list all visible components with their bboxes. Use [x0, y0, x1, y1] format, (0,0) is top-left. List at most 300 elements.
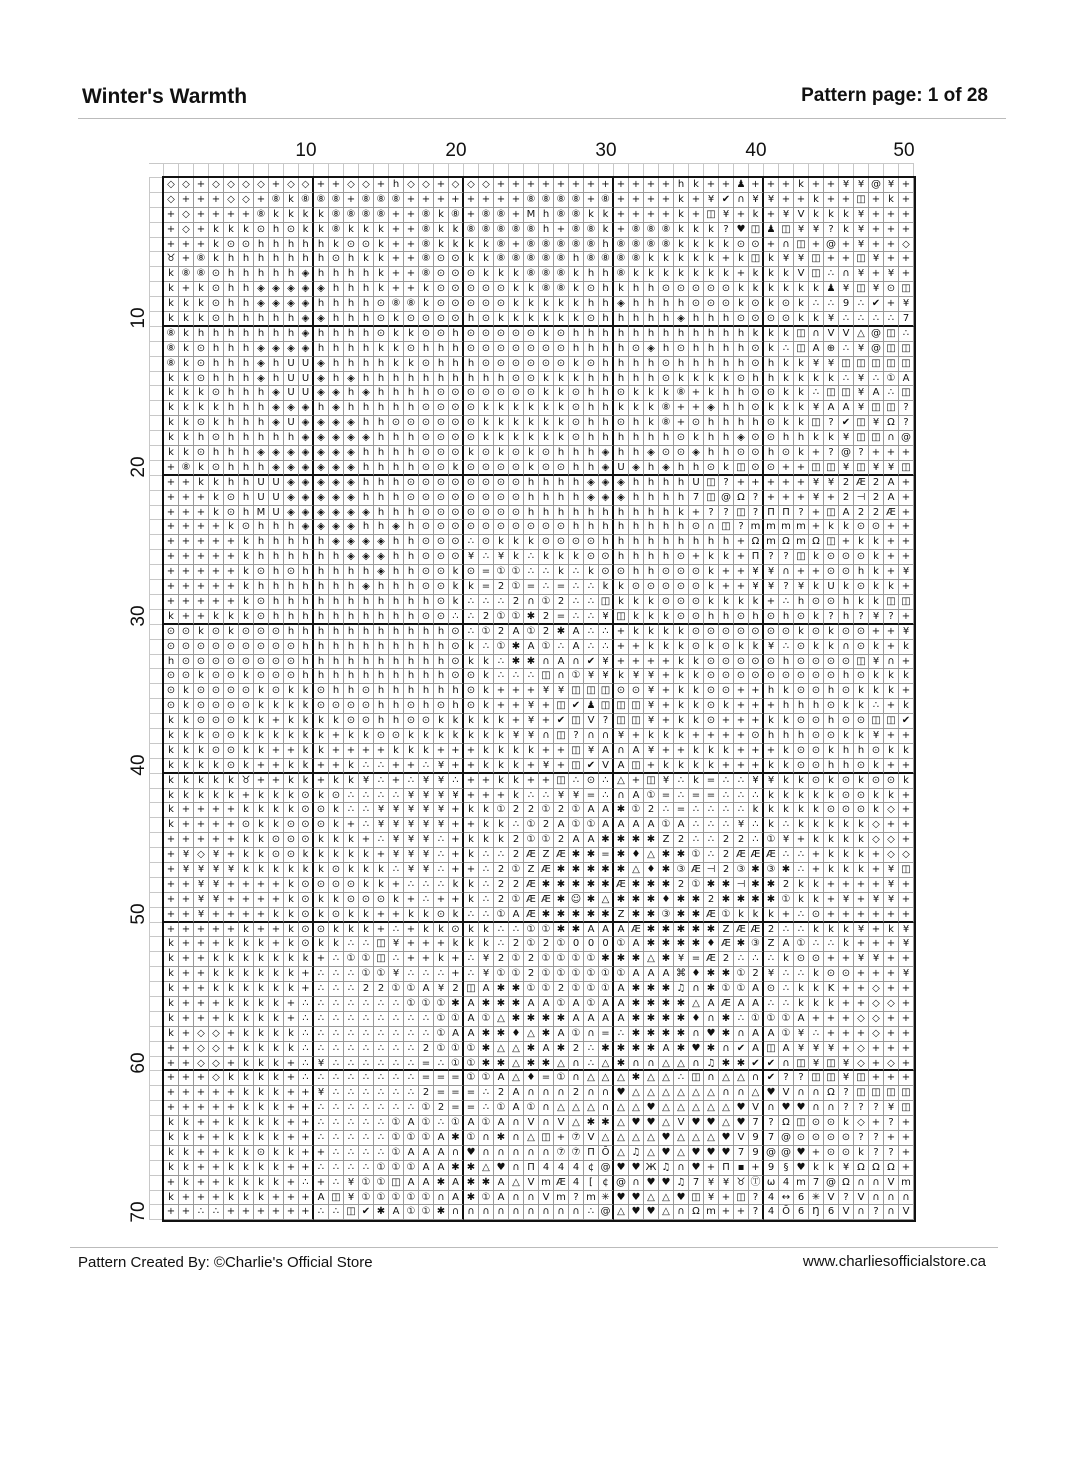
stitch-cell: +: [719, 565, 734, 580]
stitch-cell: V: [884, 1176, 899, 1191]
stitch-cell: ?: [704, 506, 719, 521]
stitch-cell: Z: [539, 848, 554, 863]
stitch-cell: h: [704, 610, 719, 625]
stitch-cell: A: [569, 1012, 584, 1027]
stitch-cell: ①: [584, 997, 599, 1012]
stitch-cell: ⊙: [464, 476, 479, 491]
stitch-cell: ⑧: [599, 252, 614, 267]
stitch-cell: ∴: [614, 1027, 629, 1042]
stitch-cell: k: [479, 267, 494, 282]
stitch-cell: h: [704, 535, 719, 550]
stitch-cell: ∩: [569, 655, 584, 670]
stitch-cell: A: [404, 1176, 419, 1191]
stitch-cell: 2: [509, 595, 524, 610]
stitch-cell: ☺: [569, 893, 584, 908]
stitch-cell: ⊙: [464, 297, 479, 312]
stitch-cell: +: [194, 520, 209, 535]
stitch-cell: k: [209, 759, 224, 774]
stitch-cell: 2: [554, 803, 569, 818]
stitch-cell: h: [194, 431, 209, 446]
stitch-cell: ¥: [824, 357, 839, 372]
stitch-cell: ⊙: [449, 446, 464, 461]
stitch-cell: ⊙: [749, 357, 764, 372]
stitch-cell: k: [464, 640, 479, 655]
stitch-cell: k: [494, 401, 509, 416]
stitch-cell: +: [269, 714, 284, 729]
stitch-cell: k: [749, 803, 764, 818]
stitch-cell: ✱: [629, 1042, 644, 1057]
stitch-cell: h: [614, 535, 629, 550]
stitch-cell: ♥: [704, 1027, 719, 1042]
stitch-cell: k: [689, 759, 704, 774]
stitch-cell: k: [464, 848, 479, 863]
stitch-cell: ⊙: [704, 625, 719, 640]
stitch-cell: ♥: [794, 1161, 809, 1176]
stitch-cell: h: [374, 372, 389, 387]
stitch-cell: h: [584, 386, 599, 401]
stitch-cell: ⊙: [599, 565, 614, 580]
stitch-cell: k: [794, 416, 809, 431]
stitch-cell: k: [224, 997, 239, 1012]
stitch-cell: ✱: [659, 982, 674, 997]
stitch-cell: △: [704, 1131, 719, 1146]
stitch-cell: k: [179, 431, 194, 446]
stitch-cell: ◫: [629, 759, 644, 774]
stitch-cell: h: [254, 416, 269, 431]
stitch-cell: @: [779, 1131, 794, 1146]
stitch-cell: ①: [539, 923, 554, 938]
stitch-cell: ∴: [359, 1116, 374, 1131]
stitch-cell: ⑧: [419, 267, 434, 282]
stitch-cell: +: [194, 238, 209, 253]
stitch-cell: k: [419, 729, 434, 744]
stitch-cell: h: [299, 655, 314, 670]
stitch-cell: k: [509, 312, 524, 327]
stitch-cell: +: [689, 506, 704, 521]
stitch-cell: Ŋ: [809, 1205, 824, 1220]
stitch-cell: h: [824, 759, 839, 774]
stitch-cell: +: [179, 491, 194, 506]
stitch-cell: h: [269, 372, 284, 387]
stitch-cell: h: [389, 372, 404, 387]
stitch-cell: ①: [359, 952, 374, 967]
stitch-cell: +: [869, 238, 884, 253]
stitch-cell: ⑧: [524, 238, 539, 253]
stitch-cell: ⊙: [824, 1146, 839, 1161]
stitch-cell: h: [554, 476, 569, 491]
stitch-cell: ✱: [629, 1027, 644, 1042]
stitch-cell: +: [449, 952, 464, 967]
stitch-cell: +: [239, 908, 254, 923]
stitch-cell: ⊙: [344, 878, 359, 893]
stitch-cell: +: [389, 238, 404, 253]
stitch-cell: h: [674, 327, 689, 342]
stitch-cell: m: [899, 1176, 914, 1191]
stitch-cell: k: [239, 1146, 254, 1161]
stitch-cell: +: [404, 267, 419, 282]
stitch-cell: ∩: [884, 1191, 899, 1206]
stitch-cell: =: [554, 580, 569, 595]
stitch-cell: k: [629, 595, 644, 610]
stitch-cell: ◈: [299, 506, 314, 521]
stitch-cell: ∴: [824, 937, 839, 952]
stitch-cell: k: [644, 640, 659, 655]
stitch-cell: h: [254, 401, 269, 416]
stitch-cell: h: [779, 431, 794, 446]
stitch-cell: ¥: [374, 803, 389, 818]
stitch-cell: h: [254, 550, 269, 565]
stitch-cell: ?: [884, 1116, 899, 1131]
stitch-cell: ✱: [569, 848, 584, 863]
stitch-cell: ∴: [419, 1012, 434, 1027]
stitch-cell: ∴: [314, 1131, 329, 1146]
stitch-cell: ⊙: [704, 297, 719, 312]
stitch-cell: k: [299, 699, 314, 714]
stitch-cell: k: [464, 446, 479, 461]
stitch-cell: h: [344, 401, 359, 416]
stitch-cell: ⊙: [269, 655, 284, 670]
stitch-cell: ①: [494, 640, 509, 655]
stitch-cell: ◫: [854, 461, 869, 476]
stitch-cell: +: [584, 178, 599, 193]
stitch-cell: ◈: [689, 446, 704, 461]
stitch-cell: +: [884, 952, 899, 967]
stitch-cell: ⊙: [464, 506, 479, 521]
stitch-cell: +: [884, 640, 899, 655]
stitch-cell: ∴: [674, 774, 689, 789]
stitch-cell: ⑧: [494, 223, 509, 238]
stitch-cell: ✱: [614, 893, 629, 908]
stitch-cell: +: [179, 833, 194, 848]
stitch-cell: +: [209, 1146, 224, 1161]
stitch-cell: 0: [569, 937, 584, 952]
stitch-cell: ⊙: [269, 848, 284, 863]
stitch-cell: ①: [524, 1101, 539, 1116]
stitch-cell: +: [494, 684, 509, 699]
stitch-cell: +: [869, 878, 884, 893]
stitch-cell: Æ: [764, 848, 779, 863]
stitch-cell: ¥: [434, 818, 449, 833]
stitch-cell: +: [449, 967, 464, 982]
stitch-cell: k: [839, 223, 854, 238]
stitch-cell: +: [749, 684, 764, 699]
stitch-cell: h: [704, 312, 719, 327]
stitch-cell: +: [899, 729, 914, 744]
stitch-cell: ◫: [599, 699, 614, 714]
stitch-cell: k: [254, 982, 269, 997]
stitch-cell: ¥: [629, 669, 644, 684]
stitch-cell: +: [194, 595, 209, 610]
stitch-cell: ?: [779, 1071, 794, 1086]
stitch-cell: +: [374, 744, 389, 759]
stitch-cell: +: [299, 967, 314, 982]
stitch-cell: k: [524, 535, 539, 550]
stitch-cell: k: [584, 565, 599, 580]
stitch-cell: ?: [899, 401, 914, 416]
stitch-cell: k: [284, 952, 299, 967]
stitch-cell: +: [389, 908, 404, 923]
stitch-cell: ◈: [344, 372, 359, 387]
stitch-cell: m: [764, 535, 779, 550]
stitch-cell: ⊙: [254, 223, 269, 238]
stitch-cell: Ω: [884, 416, 899, 431]
stitch-cell: A: [629, 744, 644, 759]
stitch-cell: ¥: [599, 669, 614, 684]
stitch-cell: k: [269, 1012, 284, 1027]
stitch-cell: +: [209, 937, 224, 952]
stitch-cell: 2: [539, 818, 554, 833]
stitch-cell: k: [479, 669, 494, 684]
stitch-cell: k: [629, 267, 644, 282]
stitch-cell: ①: [389, 1131, 404, 1146]
stitch-cell: ⊙: [764, 625, 779, 640]
stitch-cell: k: [644, 416, 659, 431]
stitch-cell: Ω: [779, 535, 794, 550]
stitch-cell: +: [869, 967, 884, 982]
stitch-cell: A: [419, 1146, 434, 1161]
stitch-cell: h: [254, 461, 269, 476]
stitch-cell: ⊙: [719, 655, 734, 670]
stitch-cell: ①: [584, 967, 599, 982]
stitch-cell: ✱: [584, 878, 599, 893]
stitch-cell: ◫: [464, 982, 479, 997]
stitch-cell: ①: [764, 1012, 779, 1027]
stitch-cell: +: [884, 1027, 899, 1042]
stitch-cell: k: [374, 223, 389, 238]
stitch-cell: ⊙: [449, 625, 464, 640]
stitch-cell: ¥: [884, 1101, 899, 1116]
stitch-cell: ∩: [554, 669, 569, 684]
stitch-cell: +: [464, 759, 479, 774]
stitch-cell: k: [824, 818, 839, 833]
stitch-cell: +: [179, 1205, 194, 1220]
stitch-cell: ∴: [719, 803, 734, 818]
stitch-cell: ?: [854, 1131, 869, 1146]
stitch-cell: 2: [494, 1086, 509, 1101]
stitch-cell: ◈: [734, 431, 749, 446]
stitch-cell: ?: [839, 1101, 854, 1116]
stitch-cell: ∴: [839, 342, 854, 357]
stitch-cell: ♥: [659, 1146, 674, 1161]
stitch-cell: k: [374, 863, 389, 878]
stitch-cell: =: [704, 789, 719, 804]
stitch-cell: h: [314, 625, 329, 640]
stitch-cell: +: [164, 923, 179, 938]
stitch-cell: h: [614, 550, 629, 565]
stitch-cell: ⑧: [194, 267, 209, 282]
stitch-cell: ①: [509, 610, 524, 625]
stitch-cell: +: [809, 520, 824, 535]
stitch-cell: k: [869, 640, 884, 655]
stitch-cell: ⊙: [449, 297, 464, 312]
stitch-cell: +: [359, 833, 374, 848]
stitch-cell: +: [479, 774, 494, 789]
stitch-cell: h: [389, 386, 404, 401]
stitch-cell: ∩: [509, 1116, 524, 1131]
stitch-cell: =: [479, 580, 494, 595]
stitch-cell: k: [254, 699, 269, 714]
stitch-cell: +: [194, 923, 209, 938]
stitch-cell: k: [764, 759, 779, 774]
stitch-cell: ⊙: [824, 1131, 839, 1146]
stitch-cell: h: [389, 446, 404, 461]
stitch-cell: h: [389, 431, 404, 446]
stitch-cell: ◈: [254, 446, 269, 461]
stitch-cell: h: [284, 550, 299, 565]
stitch-cell: ◈: [644, 342, 659, 357]
stitch-cell: ¥: [719, 208, 734, 223]
stitch-cell: ⊙: [254, 595, 269, 610]
stitch-cell: h: [614, 357, 629, 372]
stitch-cell: ✱: [524, 655, 539, 670]
stitch-cell: ◫: [809, 416, 824, 431]
stitch-cell: ✱: [719, 967, 734, 982]
stitch-cell: +: [689, 550, 704, 565]
stitch-cell: ⑧: [614, 238, 629, 253]
stitch-cell: △: [614, 1205, 629, 1220]
stitch-cell: +: [884, 908, 899, 923]
stitch-cell: +: [779, 178, 794, 193]
stitch-cell: +: [839, 908, 854, 923]
stitch-cell: h: [629, 357, 644, 372]
stitch-cell: U: [299, 372, 314, 387]
stitch-cell: h: [344, 386, 359, 401]
stitch-cell: +: [239, 893, 254, 908]
stitch-cell: ∩: [629, 1057, 644, 1072]
stitch-cell: 2: [434, 1101, 449, 1116]
stitch-cell: k: [479, 655, 494, 670]
store-url[interactable]: www.charliesofficialstore.ca: [802, 1253, 986, 1270]
stitch-cell: +: [644, 655, 659, 670]
stitch-cell: 2: [359, 982, 374, 997]
stitch-cell: ∴: [779, 595, 794, 610]
stitch-cell: ∴: [389, 1086, 404, 1101]
stitch-cell: +: [884, 759, 899, 774]
stitch-cell: ¥: [854, 386, 869, 401]
stitch-cell: h: [239, 357, 254, 372]
stitch-cell: +: [179, 803, 194, 818]
stitch-cell: h: [359, 327, 374, 342]
stitch-cell: A: [464, 1116, 479, 1131]
stitch-cell: +: [884, 1012, 899, 1027]
stitch-cell: h: [584, 461, 599, 476]
stitch-cell: +: [794, 476, 809, 491]
stitch-cell: ◫: [734, 506, 749, 521]
stitch-cell: +: [209, 1101, 224, 1116]
stitch-cell: Ⓣ: [749, 1176, 764, 1191]
stitch-cell: ◫: [329, 1191, 344, 1206]
stitch-cell: k: [239, 1161, 254, 1176]
stitch-cell: ¥: [794, 1042, 809, 1057]
stitch-cell: k: [479, 252, 494, 267]
stitch-cell: ⊙: [224, 744, 239, 759]
stitch-cell: ¥: [224, 863, 239, 878]
stitch-cell: ⊙: [704, 714, 719, 729]
stitch-cell: ?: [749, 491, 764, 506]
stitch-cell: +: [899, 878, 914, 893]
stitch-cell: ∴: [374, 1057, 389, 1072]
stitch-cell: ⑧: [389, 193, 404, 208]
stitch-cell: k: [554, 372, 569, 387]
stitch-cell: ①: [584, 952, 599, 967]
stitch-cell: +: [164, 1042, 179, 1057]
stitch-cell: Æ: [689, 863, 704, 878]
stitch-cell: ∴: [479, 863, 494, 878]
stitch-cell: +: [329, 178, 344, 193]
stitch-cell: ⊙: [764, 655, 779, 670]
stitch-cell: +: [899, 550, 914, 565]
stitch-cell: +: [179, 565, 194, 580]
stitch-cell: h: [449, 342, 464, 357]
stitch-cell: k: [269, 1176, 284, 1191]
stitch-cell: A: [734, 997, 749, 1012]
stitch-cell: ⊙: [374, 729, 389, 744]
stitch-cell: h: [599, 520, 614, 535]
stitch-cell: ◇: [164, 178, 179, 193]
stitch-cell: ∴: [569, 595, 584, 610]
stitch-cell: +: [884, 729, 899, 744]
stitch-cell: +: [314, 1146, 329, 1161]
stitch-cell: ①: [509, 863, 524, 878]
stitch-cell: k: [809, 833, 824, 848]
stitch-cell: ①: [539, 803, 554, 818]
stitch-cell: ∴: [329, 1131, 344, 1146]
stitch-cell: ∴: [434, 863, 449, 878]
stitch-cell: ¥: [419, 833, 434, 848]
stitch-cell: △: [659, 1116, 674, 1131]
stitch-cell: k: [554, 565, 569, 580]
stitch-cell: k: [794, 282, 809, 297]
stitch-cell: ◈: [344, 506, 359, 521]
stitch-cell: h: [659, 476, 674, 491]
stitch-cell: ⊙: [479, 535, 494, 550]
stitch-cell: ✱: [629, 982, 644, 997]
stitch-cell: h: [569, 491, 584, 506]
stitch-cell: k: [329, 848, 344, 863]
stitch-cell: h: [389, 401, 404, 416]
stitch-cell: +: [224, 1042, 239, 1057]
stitch-cell: ∩: [674, 1161, 689, 1176]
stitch-cell: ✱: [554, 878, 569, 893]
stitch-cell: ⊙: [539, 446, 554, 461]
stitch-cell: k: [269, 908, 284, 923]
stitch-cell: Π: [719, 1161, 734, 1176]
stitch-cell: k: [839, 520, 854, 535]
stitch-cell: +: [179, 1071, 194, 1086]
stitch-cell: h: [539, 476, 554, 491]
stitch-cell: +: [719, 252, 734, 267]
stitch-cell: ①: [464, 1057, 479, 1072]
stitch-cell: ✱: [644, 937, 659, 952]
stitch-cell: ⊙: [524, 386, 539, 401]
stitch-cell: V: [824, 1191, 839, 1206]
stitch-cell: m: [794, 535, 809, 550]
stitch-cell: ¥: [644, 744, 659, 759]
stitch-cell: +: [389, 878, 404, 893]
stitch-cell: +: [314, 952, 329, 967]
stitch-cell: k: [704, 372, 719, 387]
stitch-cell: k: [719, 699, 734, 714]
stitch-cell: ?: [569, 729, 584, 744]
stitch-cell: ◈: [314, 491, 329, 506]
stitch-cell: h: [719, 446, 734, 461]
stitch-cell: 2: [539, 937, 554, 952]
stitch-cell: ⊙: [749, 655, 764, 670]
stitch-cell: +: [179, 878, 194, 893]
stitch-cell: ⊙: [719, 669, 734, 684]
stitch-cell: ⊙: [449, 655, 464, 670]
stitch-cell: +: [224, 848, 239, 863]
